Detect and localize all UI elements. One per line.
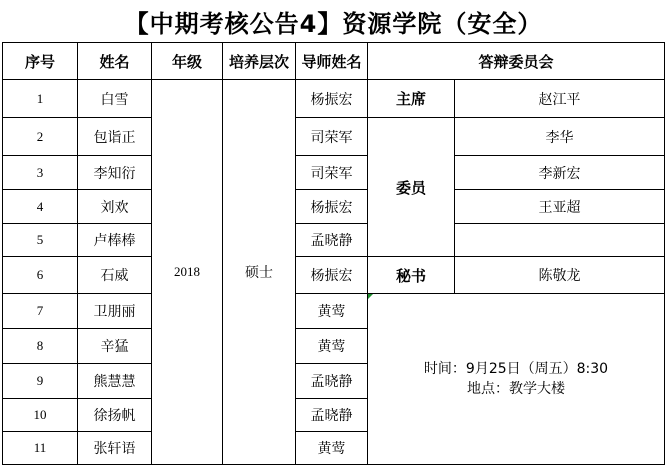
member-name: [455, 224, 665, 257]
student-name-cell: 石威: [78, 257, 152, 294]
header-grade: 年级: [152, 43, 223, 80]
header-level: 培养层次: [223, 43, 296, 80]
time-place-cell: [368, 294, 665, 465]
seq-cell: 2: [3, 118, 78, 156]
header-advisor: 导师姓名: [296, 43, 368, 80]
member-name: 李华: [455, 118, 665, 156]
chair-name: 赵江平: [455, 80, 665, 118]
advisor-cell: 司荣军: [296, 156, 368, 190]
table-row: [3, 80, 665, 118]
header-committee: 答辩委员会: [368, 43, 665, 80]
schedule-table: [2, 42, 665, 465]
student-name-cell: 包诣正: [78, 118, 152, 156]
seq-cell: 4: [3, 190, 78, 224]
advisor-cell: 杨振宏: [296, 190, 368, 224]
seq-cell: 10: [3, 399, 78, 432]
seq-cell: 1: [3, 80, 78, 118]
student-name-cell: 卫朋丽: [78, 294, 152, 329]
table-row: [3, 190, 665, 224]
advisor-cell: 黄莺: [296, 294, 368, 329]
advisor-cell: 司荣军: [296, 118, 368, 156]
student-name-cell: 徐扬帆: [78, 399, 152, 432]
header-name: 姓名: [78, 43, 152, 80]
member-name: 李新宏: [455, 156, 665, 190]
table-row: [3, 224, 665, 257]
student-name-cell: 张轩语: [78, 432, 152, 465]
header-seq: 序号: [3, 43, 78, 80]
advisor-cell: 黄莺: [296, 329, 368, 364]
cell-comment-marker: [368, 294, 373, 299]
seq-cell: 3: [3, 156, 78, 190]
student-name-cell: 李知衍: [78, 156, 152, 190]
time-text: 时间：9月25日（周五）8:30: [423, 361, 609, 377]
members-label: 委员: [368, 118, 455, 257]
chair-label: 主席: [368, 80, 455, 118]
advisor-cell: 孟晓静: [296, 364, 368, 399]
page-title: 【中期考核公告4】资源学院（安全）: [124, 9, 543, 38]
seq-cell: 11: [3, 432, 78, 465]
secretary-name: 陈敬龙: [455, 257, 665, 294]
seq-cell: 5: [3, 224, 78, 257]
level-cell: 硕士: [223, 80, 296, 465]
grade-cell: 2018: [152, 80, 223, 465]
student-name-cell: 白雪: [78, 80, 152, 118]
advisor-cell: 孟晓静: [296, 399, 368, 432]
student-name-cell: 刘欢: [78, 190, 152, 224]
seq-cell: 7: [3, 294, 78, 329]
seq-cell: 9: [3, 364, 78, 399]
table-row: [3, 257, 665, 294]
table-row: [3, 294, 665, 329]
place-text: 地点：教学大楼: [467, 381, 565, 397]
seq-cell: 6: [3, 257, 78, 294]
advisor-cell: 杨振宏: [296, 80, 368, 118]
advisor-cell: 杨振宏: [296, 257, 368, 294]
time-place-box: [368, 359, 664, 399]
seq-cell: 8: [3, 329, 78, 364]
table-row: [3, 156, 665, 190]
student-name-cell: 卢棒棒: [78, 224, 152, 257]
student-name-cell: 辛猛: [78, 329, 152, 364]
advisor-cell: 孟晓静: [296, 224, 368, 257]
student-name-cell: 熊慧慧: [78, 364, 152, 399]
member-name: 王亚超: [455, 190, 665, 224]
secretary-label: 秘书: [368, 257, 455, 294]
table-row: [3, 118, 665, 156]
advisor-cell: 黄莺: [296, 432, 368, 465]
header-row: [3, 43, 665, 80]
